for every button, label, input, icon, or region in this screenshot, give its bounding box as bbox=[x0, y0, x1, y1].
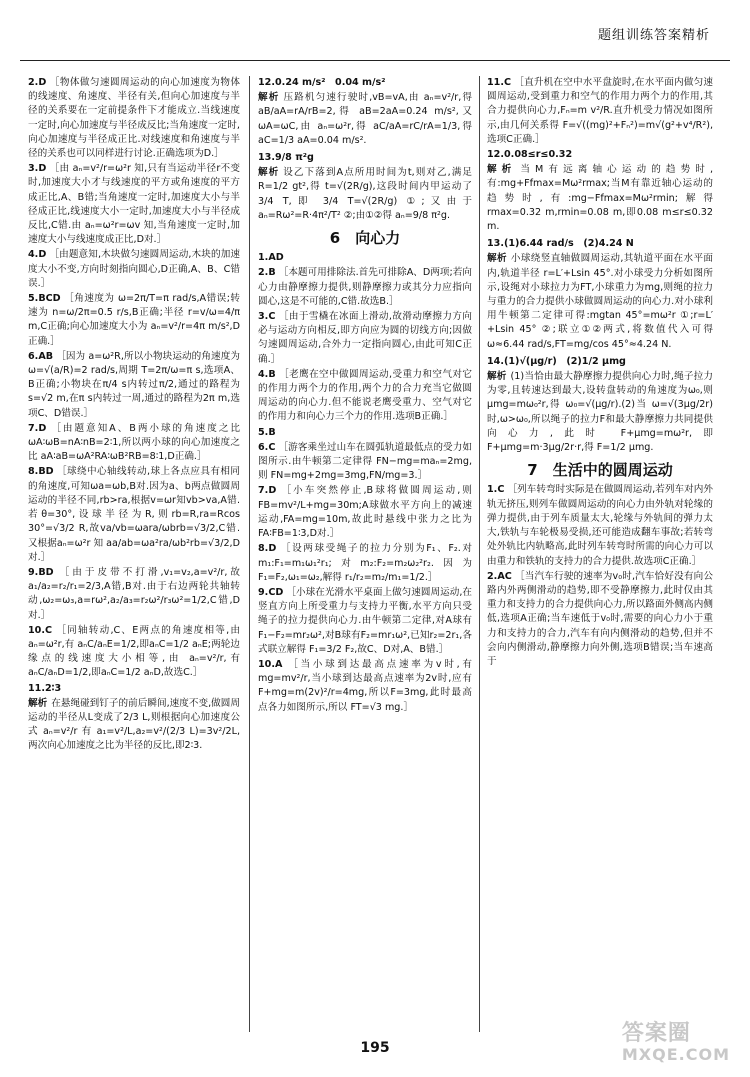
answer-item bbox=[258, 266, 472, 309]
answer-number: 9.CD bbox=[258, 586, 284, 598]
answer-item bbox=[28, 248, 240, 291]
answer-text: ［角速度为 ω=2π/T=π rad/s,A错误;转速为 n=ω/2π=0.5 r/s,B正确;半径 r=v/ω=4/π m,C正确;向心加速度大小为 aₙ=v²/r=4π m/s²,D正确.］ bbox=[28, 293, 240, 347]
section-heading: 7 生活中的圆周运动 bbox=[527, 461, 673, 480]
answer-column-1 bbox=[28, 76, 240, 1032]
answer-item bbox=[28, 624, 240, 681]
column-divider bbox=[249, 76, 250, 1032]
analysis-tag: 解析 bbox=[487, 253, 507, 265]
answer-item bbox=[258, 658, 472, 715]
answer-number: 7.D bbox=[258, 485, 277, 497]
answer-item bbox=[487, 148, 713, 162]
answer-item bbox=[258, 426, 472, 440]
answer-item bbox=[28, 566, 240, 623]
analysis-tag: 解析 bbox=[258, 167, 280, 179]
answer-item bbox=[28, 422, 240, 465]
answer-text: ［当小球到达最高点速率为v时,有 mg=mv²/r,当小球到达最高点速率为2v时,应有 F+mg=m(2v)²/r=4mg,所以F=3mg,此时最高点各力如图所示,所以 FT=√3 mg.］ bbox=[258, 658, 472, 713]
answer-number: 5.B bbox=[258, 426, 276, 438]
analysis-paragraph bbox=[487, 252, 713, 351]
analysis-tag: 解析 bbox=[487, 371, 507, 383]
answer-number: 4.B bbox=[258, 368, 276, 380]
answer-text: 在悬绳碰到钉子的前后瞬间,速度不变,做圆周运动的半径从L变成了2/3 L,则根据向心加速度公式 aₙ=v²/r 有 a₁=v²/L,a₂=v²/(2/3 L)=3v²/2L,两次向心加速度之比为半径的反比,即2∶3. bbox=[28, 697, 240, 752]
answer-text: ［当汽车行驶的速率为v₀时,汽车恰好没有向公路内外两侧滑动的趋势,即不受静摩擦力,此时仅由其重力和支持力的合力提供向心力,所以路面外侧高内侧低,选项A正确;当车速低于v₀时,需要的向心力小于重力和支持力的合力,汽车有向内侧滑动的趋势,但并不会向内侧滑动,静摩擦力向外侧,选项B错误;当车速高于 bbox=[487, 570, 713, 667]
answer-text: ［老鹰在空中做圆周运动,受重力和空气对它的作用力两个力的作用,两个力的合力充当它做圆周运动的向心力.但不能说老鹰受重力、空气对它的作用力和向心力三个力的作用.选项B正确.］ bbox=[258, 368, 472, 423]
answer-number: 5.BCD bbox=[28, 293, 61, 305]
answer-number: 4.D bbox=[28, 249, 47, 261]
answer-number: 12.0.24 m/s² 0.04 m/s² bbox=[258, 77, 386, 88]
answer-text: ［由题意知A、B两小球的角速度之比 ωA∶ωB=nA∶nB=2∶1,所以两小球的向心加速度之比 aA∶aB=ωA²RA∶ωB²RB=8∶1,D正确.］ bbox=[28, 422, 240, 463]
analysis-tag: 解析 bbox=[487, 164, 517, 176]
header-title: 题组训练答案精析 bbox=[597, 28, 710, 43]
answer-text: 设乙下落到A点所用时间为t,则对乙,满足 R=1/2 gt²,得 t=√(2R/g),这段时间内甲运动了3/4 T,即 3/4 T=√(2R/g) ①;又由于 aₙ=Rω²=R·4π²/T² ②;由①②得 aₙ=9/8 π²g. bbox=[258, 167, 472, 221]
answer-text: ［列车转弯时实际是在做圆周运动,若列车对内外轨无挤压,则列车做圆周运动的向心力由外轨对轮缘的弹力提供,由于列车质量太大,轮缘与外轨间的弹力太大,铁轨与车轮极易受损,还可能造成翻车事故;若转弯处外轨比内轨略高,此时列车转弯时所需的向心力可以由重力和铁轨的支持力的合力提供.故选项C正确.］ bbox=[487, 484, 713, 567]
answer-item bbox=[487, 570, 713, 669]
answer-text: ［因为 a=ω²R,所以小物块运动的角速度为 ω=√(a/R)=2 rad/s,周期 T=2π/ω=π s,选项A、B正确;小物块在π/4 s内转过π/2,通过的路程为 s=√2 m,在π s内转过一周,通过的路程为2π m,选项C、D错误.］ bbox=[28, 350, 240, 419]
answer-item bbox=[258, 368, 472, 425]
answer-number: 8.D bbox=[258, 543, 277, 555]
answer-item bbox=[28, 76, 240, 161]
answer-text: ［小车突然停止,B球将做圆周运动,则FB=mv²/L+mg=30m;A球做水平方向上的减速运动,FA=mg=10m,故此时悬线中张力之比为FA∶FB=1∶3,D对.］ bbox=[258, 485, 472, 540]
analysis-paragraph bbox=[487, 370, 713, 455]
answer-number: 1.C bbox=[487, 484, 505, 496]
analysis-paragraph bbox=[258, 91, 472, 148]
answer-text: ［小球在光滑水平桌面上做匀速圆周运动,在竖直方向上所受重力与支持力平衡,水平方向只受绳子的拉力提供向心力.由牛顿第二定律,对A球有F₁−F₂=mr₂ω²,对B球有F₂=mr₁ω²,已知r₂=2r₁,各式联立解得 F₁=3/2 F₂,故C、D对,A、B错.］ bbox=[258, 586, 472, 655]
answer-number: 8.BD bbox=[28, 466, 54, 478]
analysis-paragraph bbox=[258, 166, 472, 223]
answer-number: 2.AC bbox=[487, 570, 512, 582]
answer-text: ［同轴转动,C、E两点的角速度相等,由 aₙ=ω²r,有 aₙC/aₙE=1/2,即aₙC=1/2 aₙE;两轮边缘点的线速度大小相等,由 aₙ=v²/r,有 aₙC/aₙD=1/2,即aₙC=1/2 aₙD,故选C.］ bbox=[28, 624, 240, 679]
answer-item bbox=[28, 162, 240, 247]
answer-number: 12.0.08≤r≤0.32 bbox=[487, 149, 573, 161]
answer-item bbox=[28, 350, 240, 421]
answer-number: 11.C bbox=[487, 77, 512, 88]
answer-number: 14.(1)√(μg/r) (2)1/2 μmg bbox=[487, 355, 626, 367]
answer-text: 压路机匀速行驶时,vB=vA,由 aₙ=v²/r,得 aB/aA=rA/rB=2,得 aB=2aA=0.24 m/s²,又 ωA=ωC,由 aₙ=ω²r,得 aC/aA=rC/rA=1/3,得 aC=1/3 aA=0.04 m/s². bbox=[258, 92, 472, 146]
answer-number: 1.AD bbox=[258, 252, 284, 264]
answer-number: 2.D bbox=[28, 77, 47, 88]
analysis-paragraph bbox=[28, 697, 240, 754]
answer-text: (1)当恰由最大静摩擦力提供向心力时,绳子拉力为零,且转速达到最大,设转盘转动的角速度为ω₀,则 μmg=mω₀²r,得 ω₀=√(μg/r).(2)当 ω=√(3μg/2r) 时,ω>ω₀,所以绳子的拉力F和最大静摩擦力共同提供向心力,此时 F+μmg=mω²r,即 F+μmg=m·3μg/2r·r,得 F=1/2 μmg. bbox=[487, 371, 713, 454]
answer-text: 小球绕竖直轴做圆周运动,其轨道平面在水平面内,轨道半径 r=L′+Lsin 45°.对小球受力分析如图所示,设绳对小球拉力为FT,小球重力为mg,则绳的拉力与重力的合力提供小球做圆周运动的向心力.对小球利用牛顿第二定律可得:mgtan 45°=mω²r ①;r=L′+Lsin 45° ②;联立①②两式,将数值代入可得 ω≈6.44 rad/s,FT=mg/cos 45°≈4.24 N. bbox=[487, 253, 713, 350]
answer-number: 13.(1)6.44 rad/s (2)4.24 N bbox=[487, 238, 634, 250]
answer-item bbox=[487, 237, 713, 251]
answer-text: 当M有远离轴心运动的趋势时,有:mg+Ffmax=Mω²rmax;当M有靠近轴心运动的趋势时,有:mg−Ffmax=Mω²rmin;解得 rmax=0.32 m,rmin=0.08 m,即0.08 m≤r≤0.32 m. bbox=[487, 164, 713, 233]
answer-number: 2.B bbox=[258, 267, 276, 279]
answer-item bbox=[28, 682, 240, 696]
answer-number: 11.2∶3 bbox=[28, 682, 62, 694]
answer-number: 10.C bbox=[28, 624, 53, 636]
answer-number: 3.C bbox=[258, 311, 276, 323]
answer-column-2 bbox=[258, 76, 472, 1032]
analysis-tag: 解析 bbox=[28, 697, 48, 709]
answer-text: ［本题可用排除法.首先可排除A、D两项;若向心力由静摩擦力提供,则静摩擦力或其分力应指向圆心,这是不可能的,C错.故选B.］ bbox=[258, 267, 472, 307]
answer-number: 3.D bbox=[28, 163, 47, 175]
column-divider bbox=[479, 76, 480, 1032]
answer-text: ［由于皮带不打滑,v₁=v₂,a=v²/r,故a₁/a₂=r₂/r₁=2/3,A错,B对.由于右边两轮共轴转动,ω₂=ω₃,a=rω²,a₂/a₃=r₂ω²/r₃ω²=1/2,C错,D对.］ bbox=[28, 566, 240, 621]
analysis-paragraph bbox=[487, 163, 713, 234]
answer-item bbox=[258, 586, 472, 657]
answer-item bbox=[258, 484, 472, 541]
answer-item bbox=[258, 151, 472, 165]
answer-text: ［游客乘坐过山车在圆弧轨道最低点的受力如图所示.由牛顿第二定律得 FN−mg=maₙ=2mg,则 FN=mg+2mg=3mg,FN/mg=3.］ bbox=[258, 441, 472, 482]
header-rule bbox=[20, 60, 730, 61]
answer-item bbox=[258, 76, 472, 90]
watermark-line-2: MXQE.COM bbox=[621, 1045, 730, 1064]
analysis-tag: 解析 bbox=[258, 92, 280, 104]
answer-item bbox=[487, 483, 713, 568]
answer-item bbox=[28, 292, 240, 349]
answer-text: ［直升机在空中水平盘旋时,在水平面内做匀速圆周运动,受到重力和空气的作用力两个力的作用,其合力提供向心力,Fₙ=m v²/R.直升机受力情况如图所示,由几何关系得 F=√((mg)²+Fₙ²)=m√(g²+v⁴/R²),选项C正确.］ bbox=[487, 77, 713, 145]
answer-item bbox=[258, 542, 472, 585]
answer-item bbox=[487, 355, 713, 369]
answer-text: ［由题意知,木块做匀速圆周运动,木块的加速度大小不变,方向时刻指向圆心,D正确,A、B、C错误.］ bbox=[28, 249, 240, 289]
answer-item bbox=[28, 465, 240, 564]
answer-text: ［物体做匀速圆周运动的向心加速度为物体的线速度、角速度、半径有关,但向心加速度与半径的关系要在一定前提条件下才能成立.当线速度一定时,向心加速度与半径成反比;当角速度一定时,向心加速度与半径成正比.对线速度和角速度与半径的关系也可以同样进行讨论.正确选项为D.］ bbox=[28, 77, 240, 160]
watermark bbox=[622, 1016, 730, 1064]
answer-number: 6.AB bbox=[28, 350, 54, 362]
watermark-line-1: 答案圈 bbox=[621, 1021, 691, 1046]
answer-item bbox=[258, 310, 472, 367]
section-heading: 6 向心力 bbox=[329, 229, 401, 248]
answer-item bbox=[258, 441, 472, 484]
answer-text: ［由 aₙ=v²/r=ω²r 知,只有当运动半径r不变时,加速度大小才与线速度的平方或角速度的平方成正比,A、B错;当角速度一定时,加速度大小与半径成正比,线速度大小一定时,加速度大小与半径成反比,C错.由 aₙ=ω²r=ωv 知,当角速度一定时,加速度大小与线速度成正比,D对.］ bbox=[28, 163, 240, 246]
answer-number: 6.C bbox=[258, 441, 276, 453]
answer-number: 13.9/8 π²g bbox=[258, 152, 314, 164]
answer-number: 10.A bbox=[258, 658, 283, 670]
answer-number: 9.BD bbox=[28, 566, 54, 578]
page-number: 195 bbox=[360, 1040, 390, 1056]
answer-number: 7.D bbox=[28, 422, 47, 434]
answer-item bbox=[258, 251, 472, 265]
answer-column-3 bbox=[487, 76, 713, 1032]
answer-text: ［设两球受绳子的拉力分别为F₁、F₂.对m₁:F₁=m₁ω₁²r₁;对m₂:F₂=m₂ω₂²r₂.因为F₁=F₂,ω₁=ω₂,解得 r₁/r₂=m₂/m₁=1/2.］ bbox=[258, 543, 472, 583]
answer-item bbox=[487, 76, 713, 147]
answer-text: ［由于雪橇在冰面上滑动,故滑动摩擦力方向必与运动方向相反,即方向应为圆的切线方向;因做匀速圆周运动,合外力一定指向圆心,由此可知C正确.］ bbox=[258, 311, 472, 365]
answer-text: ［球绕中心轴线转动,球上各点应具有相同的角速度,可知ωa=ωb,B对.因为a、b两点做圆周运动的半径不同,rb>ra,根据v=ωr知vb>va,A错.若θ=30°,设球半径为R,则rb=R,ra=Rcos 30°=√3/2 R,故va/vb=ωara/ωbrb=√3/2,C错.又根据aₙ=ω²r 知 aa/ab=ωa²ra/ωb²rb=√3/2,D对.］ bbox=[28, 466, 240, 563]
